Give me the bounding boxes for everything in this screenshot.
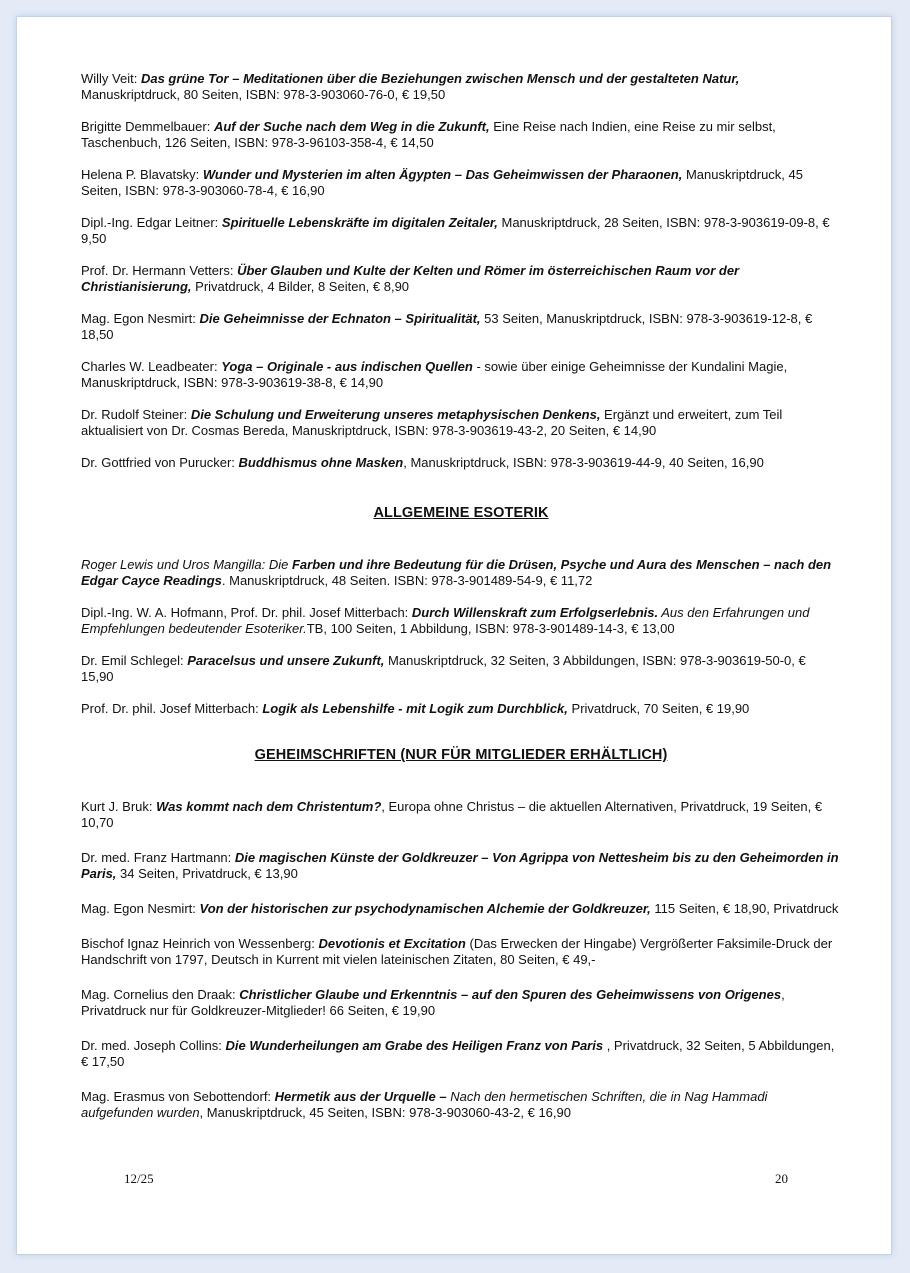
book-entry (81, 119, 841, 151)
book-details: (Das Erwecken der Hingabe) Vergrößerter Faksimile-Druck der Handschrift von 1797, Deutsch in Kurrent mit vielen lateinischen Zitaten, 80 Seiten, € 49,- (81, 936, 833, 967)
book-entry (81, 901, 841, 917)
book-author: Mag. Egon Nesmirt: (81, 901, 200, 916)
book-author: Mag. Cornelius den Draak: (81, 987, 240, 1002)
book-author: Dipl.-Ing. Edgar Leitner: (81, 215, 222, 230)
book-title: Wunder und Mysterien im alten Ägypten – Das Geheimwissen der Pharaonen, (202, 167, 683, 182)
document-page (16, 16, 892, 1255)
book-entry (81, 311, 841, 343)
book-entry (81, 215, 841, 247)
book-details: Privatdruck, 70 Seiten, € 19,90 (567, 701, 750, 716)
book-details: , Manuskriptdruck, ISBN: 978-3-903619-44-9, 40 Seiten, 16,90 (403, 455, 764, 470)
book-title: Farben und ihre Bedeutung für die Drüsen, Psyche und Aura des Menschen – nach den Edgar Cayce Readings (81, 557, 832, 588)
book-title: Logik als Lebenshilfe - mit Logik zum Durchblick, (262, 701, 568, 716)
book-title: Die Schulung und Erweiterung unseres metaphysischen Denkens, (190, 407, 601, 422)
book-details: Eine Reise nach Indien, eine Reise zu mir selbst, Taschenbuch, 126 Seiten, ISBN: 978-3-96103-358-4, € 14,50 (81, 119, 776, 150)
book-entry (81, 557, 841, 589)
book-title: Die magischen Künste der Goldkreuzer – Von Agrippa von Nettesheim bis zu den Geheimorden in Paris, (81, 850, 839, 881)
section-heading: GEHEIMSCHRIFTEN (NUR FÜR MITGLIEDER ERHÄLTLICH) (254, 747, 668, 763)
book-details: - sowie über einige Geheimnisse der Kundalini Magie, Manuskriptdruck, ISBN: 978-3-903619-38-8, € 14,90 (81, 359, 788, 390)
book-details: Manuskriptdruck, 28 Seiten, ISBN: 978-3-903619-09-8, € 9,50 (81, 215, 830, 246)
book-details: Manuskriptdruck, 32 Seiten, 3 Abbildungen, ISBN: 978-3-903619-50-0, € 15,90 (81, 653, 806, 684)
book-entry (81, 936, 841, 968)
book-author: Dipl.-Ing. W. A. Hofmann, Prof. Dr. phil. Josef Mitterbach: (81, 605, 412, 620)
book-author: Prof. Dr. phil. Josef Mitterbach: (81, 701, 263, 716)
page-number: 20 (775, 1171, 788, 1186)
book-details: TB, 100 Seiten, 1 Abbildung, ISBN: 978-3-901489-14-3, € 13,00 (306, 621, 675, 636)
book-title: Spirituelle Lebenskräfte im digitalen Zeitaler, (221, 215, 498, 230)
book-title: Was kommt nach dem Christentum? (156, 799, 382, 814)
book-title: Hermetik aus der Urquelle – (274, 1089, 447, 1104)
footer-date: 12/25 (124, 1171, 154, 1186)
book-title: Auf der Suche nach dem Weg in die Zukunft, (213, 119, 490, 134)
book-author: Bischof Ignaz Heinrich von Wessenberg: (81, 936, 319, 951)
book-entry (81, 1089, 841, 1121)
book-entry (81, 987, 841, 1019)
book-author: Charles W. Leadbeater: (81, 359, 222, 374)
book-subtitle: Aus den Erfahrungen und Empfehlungen bedeutender Esoteriker. (81, 605, 810, 636)
book-details: 53 Seiten, Manuskriptdruck, ISBN: 978-3-903619-12-8, € 18,50 (81, 311, 813, 342)
book-details: Manuskriptdruck, 80 Seiten, ISBN: 978-3-903060-76-0, € 19,50 (81, 87, 446, 102)
book-details: 115 Seiten, € 18,90, Privatdruck (650, 901, 839, 916)
book-details: . Manuskriptdruck, 48 Seiten. ISBN: 978-3-901489-54-9, € 11,72 (221, 573, 593, 588)
book-entry (81, 850, 841, 882)
book-author: Dr. med. Franz Hartmann: (81, 850, 235, 865)
book-author: Kurt J. Bruk: (81, 799, 157, 814)
book-details: Manuskriptdruck, 45 Seiten, ISBN: 978-3-903060-78-4, € 16,90 (81, 167, 803, 198)
book-entry (81, 167, 841, 199)
catalog-content (81, 71, 841, 1140)
book-entry (81, 407, 841, 439)
book-title: Buddhismus ohne Masken (238, 455, 404, 470)
book-entry (81, 359, 841, 391)
book-title: Die Geheimnisse der Echnaton – Spiritualität, (199, 311, 481, 326)
book-title: Das grüne Tor – Meditationen über die Beziehungen zwischen Mensch und der gestalteten Natur, (140, 71, 740, 86)
book-title: Durch Willenskraft zum Erfolgserlebnis. (411, 605, 659, 620)
book-details: , Privatdruck nur für Goldkreuzer-Mitglieder! 66 Seiten, € 19,90 (81, 987, 785, 1018)
book-author: Dr. Rudolf Steiner: (81, 407, 191, 422)
book-entry (81, 605, 841, 637)
book-details: Ergänzt und erweitert, zum Teil aktualisiert von Dr. Cosmas Bereda, Manuskriptdruck, ISBN: 978-3-903619-43-2, 20 Seiten, € 14,90 (81, 407, 783, 438)
book-author: Mag. Erasmus von Sebottendorf: (81, 1089, 275, 1104)
book-entry (81, 653, 841, 685)
book-details: , Manuskriptdruck, 45 Seiten, ISBN: 978-3-903060-43-2, € 16,90 (199, 1105, 571, 1120)
book-title: Von der historischen zur psychodynamischen Alchemie der Goldkreuzer, (199, 901, 651, 916)
book-details: 34 Seiten, Privatdruck, € 13,90 (116, 866, 298, 881)
book-author: Mag. Egon Nesmirt: (81, 311, 200, 326)
book-title: Über Glauben und Kulte der Kelten und Römer im österreichischen Raum vor der Christianisierung, (81, 263, 740, 294)
book-title: Yoga – Originale - aus indischen Quellen (221, 359, 473, 374)
book-author: Dr. Gottfried von Purucker: (81, 455, 239, 470)
book-title: Paracelsus und unsere Zukunft, (187, 653, 385, 668)
book-author: Helena P. Blavatsky: (81, 167, 203, 182)
book-details: , Europa ohne Christus – die aktuellen Alternativen, Privatdruck, 19 Seiten, € 10,70 (81, 799, 823, 830)
book-title: Christlicher Glaube und Erkenntnis – auf den Spuren des Geheimwissens von Origenes (239, 987, 782, 1002)
book-author: Prof. Dr. Hermann Vetters: (81, 263, 238, 278)
book-details: , Privatdruck, 32 Seiten, 5 Abbildungen, € 17,50 (81, 1038, 835, 1069)
book-author: Dr. med. Joseph Collins: (81, 1038, 226, 1053)
section-heading: ALLGEMEINE ESOTERIK (373, 505, 549, 521)
book-title: Devotionis et Excitation (318, 936, 466, 951)
book-entry (81, 799, 841, 831)
book-author: Dr. Emil Schlegel: (81, 653, 188, 668)
book-subtitle: Nach den hermetischen Schriften, die in Nag Hammadi aufgefunden wurden (81, 1089, 768, 1120)
book-title: Die Wunderheilungen am Grabe des Heiligen Franz von Paris (225, 1038, 604, 1053)
book-entry (81, 455, 841, 471)
book-author: Willy Veit: (81, 71, 141, 86)
book-entry (81, 71, 841, 103)
book-author: Roger Lewis und Uros Mangilla: Die (81, 557, 292, 572)
book-entry (81, 263, 841, 295)
book-author: Brigitte Demmelbauer: (81, 119, 214, 134)
book-entry (81, 701, 841, 717)
book-details: Privatdruck, 4 Bilder, 8 Seiten, € 8,90 (191, 279, 410, 294)
book-entry (81, 1038, 841, 1070)
